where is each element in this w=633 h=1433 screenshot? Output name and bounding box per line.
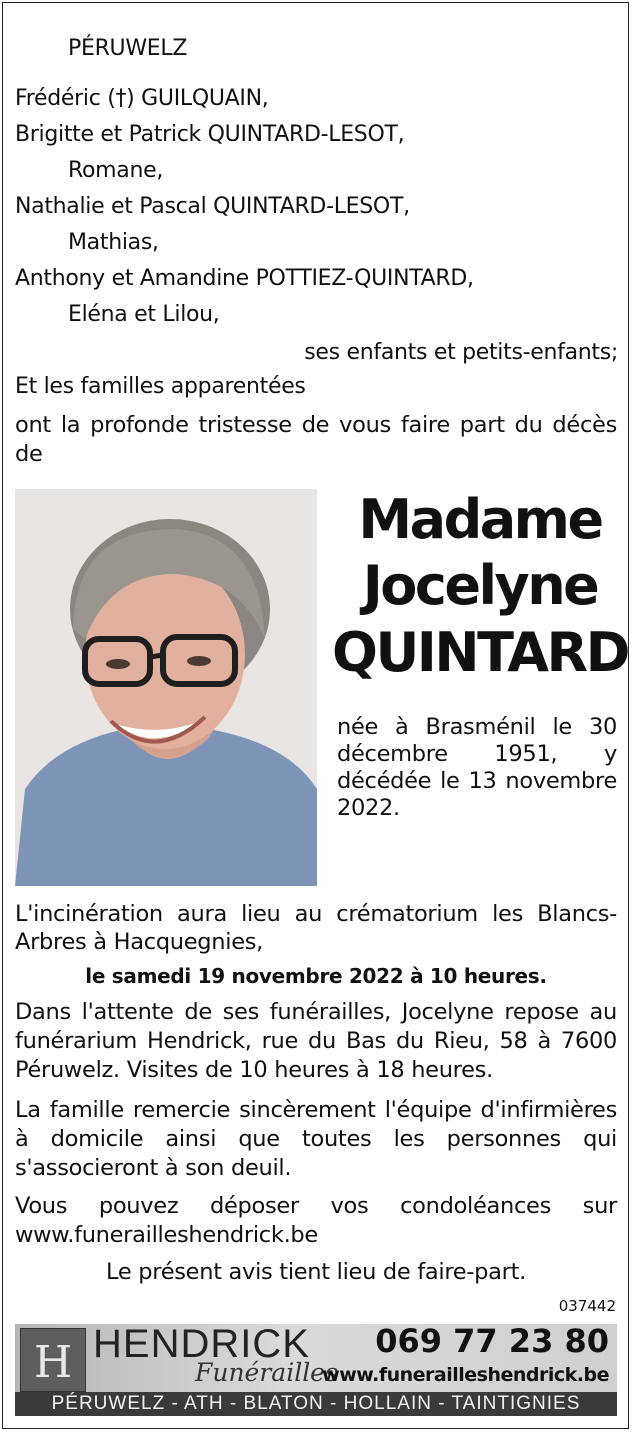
cremation-text: L'incinération aura lieu au crématorium les Blancs-Arbres à Hacquegnies, xyxy=(15,901,617,955)
family-line: Frédéric (†) GUILQUAIN, xyxy=(15,86,269,111)
family-line: Mathias, xyxy=(68,230,159,255)
portrait-photo xyxy=(15,489,317,886)
announcement-text: ont la profonde tristesse de vous faire part du décès de xyxy=(15,412,617,467)
cities-bar: PÉRUWELZ - ATH - BLATON - HOLLAIN - TAINTIGNIES xyxy=(15,1392,617,1416)
hendrick-logo-icon xyxy=(20,1328,86,1392)
family-line: Nathalie et Pascal QUINTARD-LESOT, xyxy=(15,194,410,219)
deceased-last-name: QUINTARD xyxy=(332,621,628,684)
relatives-line: Et les familles apparentées xyxy=(15,374,306,399)
thanks-text: La famille remercie sincèrement l'équipe d'infirmières à domicile ainsi que toutes les personnes qui s'associeront à son deuil. xyxy=(15,1097,617,1181)
family-line: Brigitte et Patrick QUINTARD-LESOT, xyxy=(15,122,405,147)
relation-line: ses enfants et petits-enfants; xyxy=(304,340,618,365)
deceased-title: Madame xyxy=(358,488,602,551)
notice-text: Le présent avis tient lieu de faire-part. xyxy=(106,1259,526,1285)
funeral-home-banner xyxy=(15,1324,617,1416)
deceased-first-name: Jocelyne xyxy=(362,554,598,617)
birth-death-dates: née à Brasménil le 30 décembre 1951, y décédée le 13 novembre 2022. xyxy=(337,714,617,821)
ceremony-date: le samedi 19 novembre 2022 à 10 heures. xyxy=(85,964,547,988)
website-link[interactable]: www.funerailleshendrick.be xyxy=(322,1364,609,1386)
condolences-text: Vous pouvez déposer vos condoléances sur www.funerailleshendrick.be xyxy=(15,1193,617,1248)
logo-letter: H xyxy=(33,1337,73,1388)
brand-name: HENDRICK xyxy=(93,1324,310,1366)
family-line: Romane, xyxy=(68,158,164,183)
resting-text: Dans l'attente de ses funérailles, Jocelyne repose au funérarium Hendrick, rue du Bas du Rieu, 58 à 7600 Péruwelz. Visites de 10 heures à 18 heures. xyxy=(15,999,617,1083)
city-heading: PÉRUWELZ xyxy=(68,36,188,61)
family-line: Anthony et Amandine POTTIEZ-QUINTARD, xyxy=(15,266,474,291)
reference-number: 037442 xyxy=(558,1297,616,1315)
phone-number: 069 77 23 80 xyxy=(375,1324,609,1360)
brand-subtitle: Funérailles xyxy=(195,1358,338,1387)
family-line: Eléna et Lilou, xyxy=(68,302,220,327)
